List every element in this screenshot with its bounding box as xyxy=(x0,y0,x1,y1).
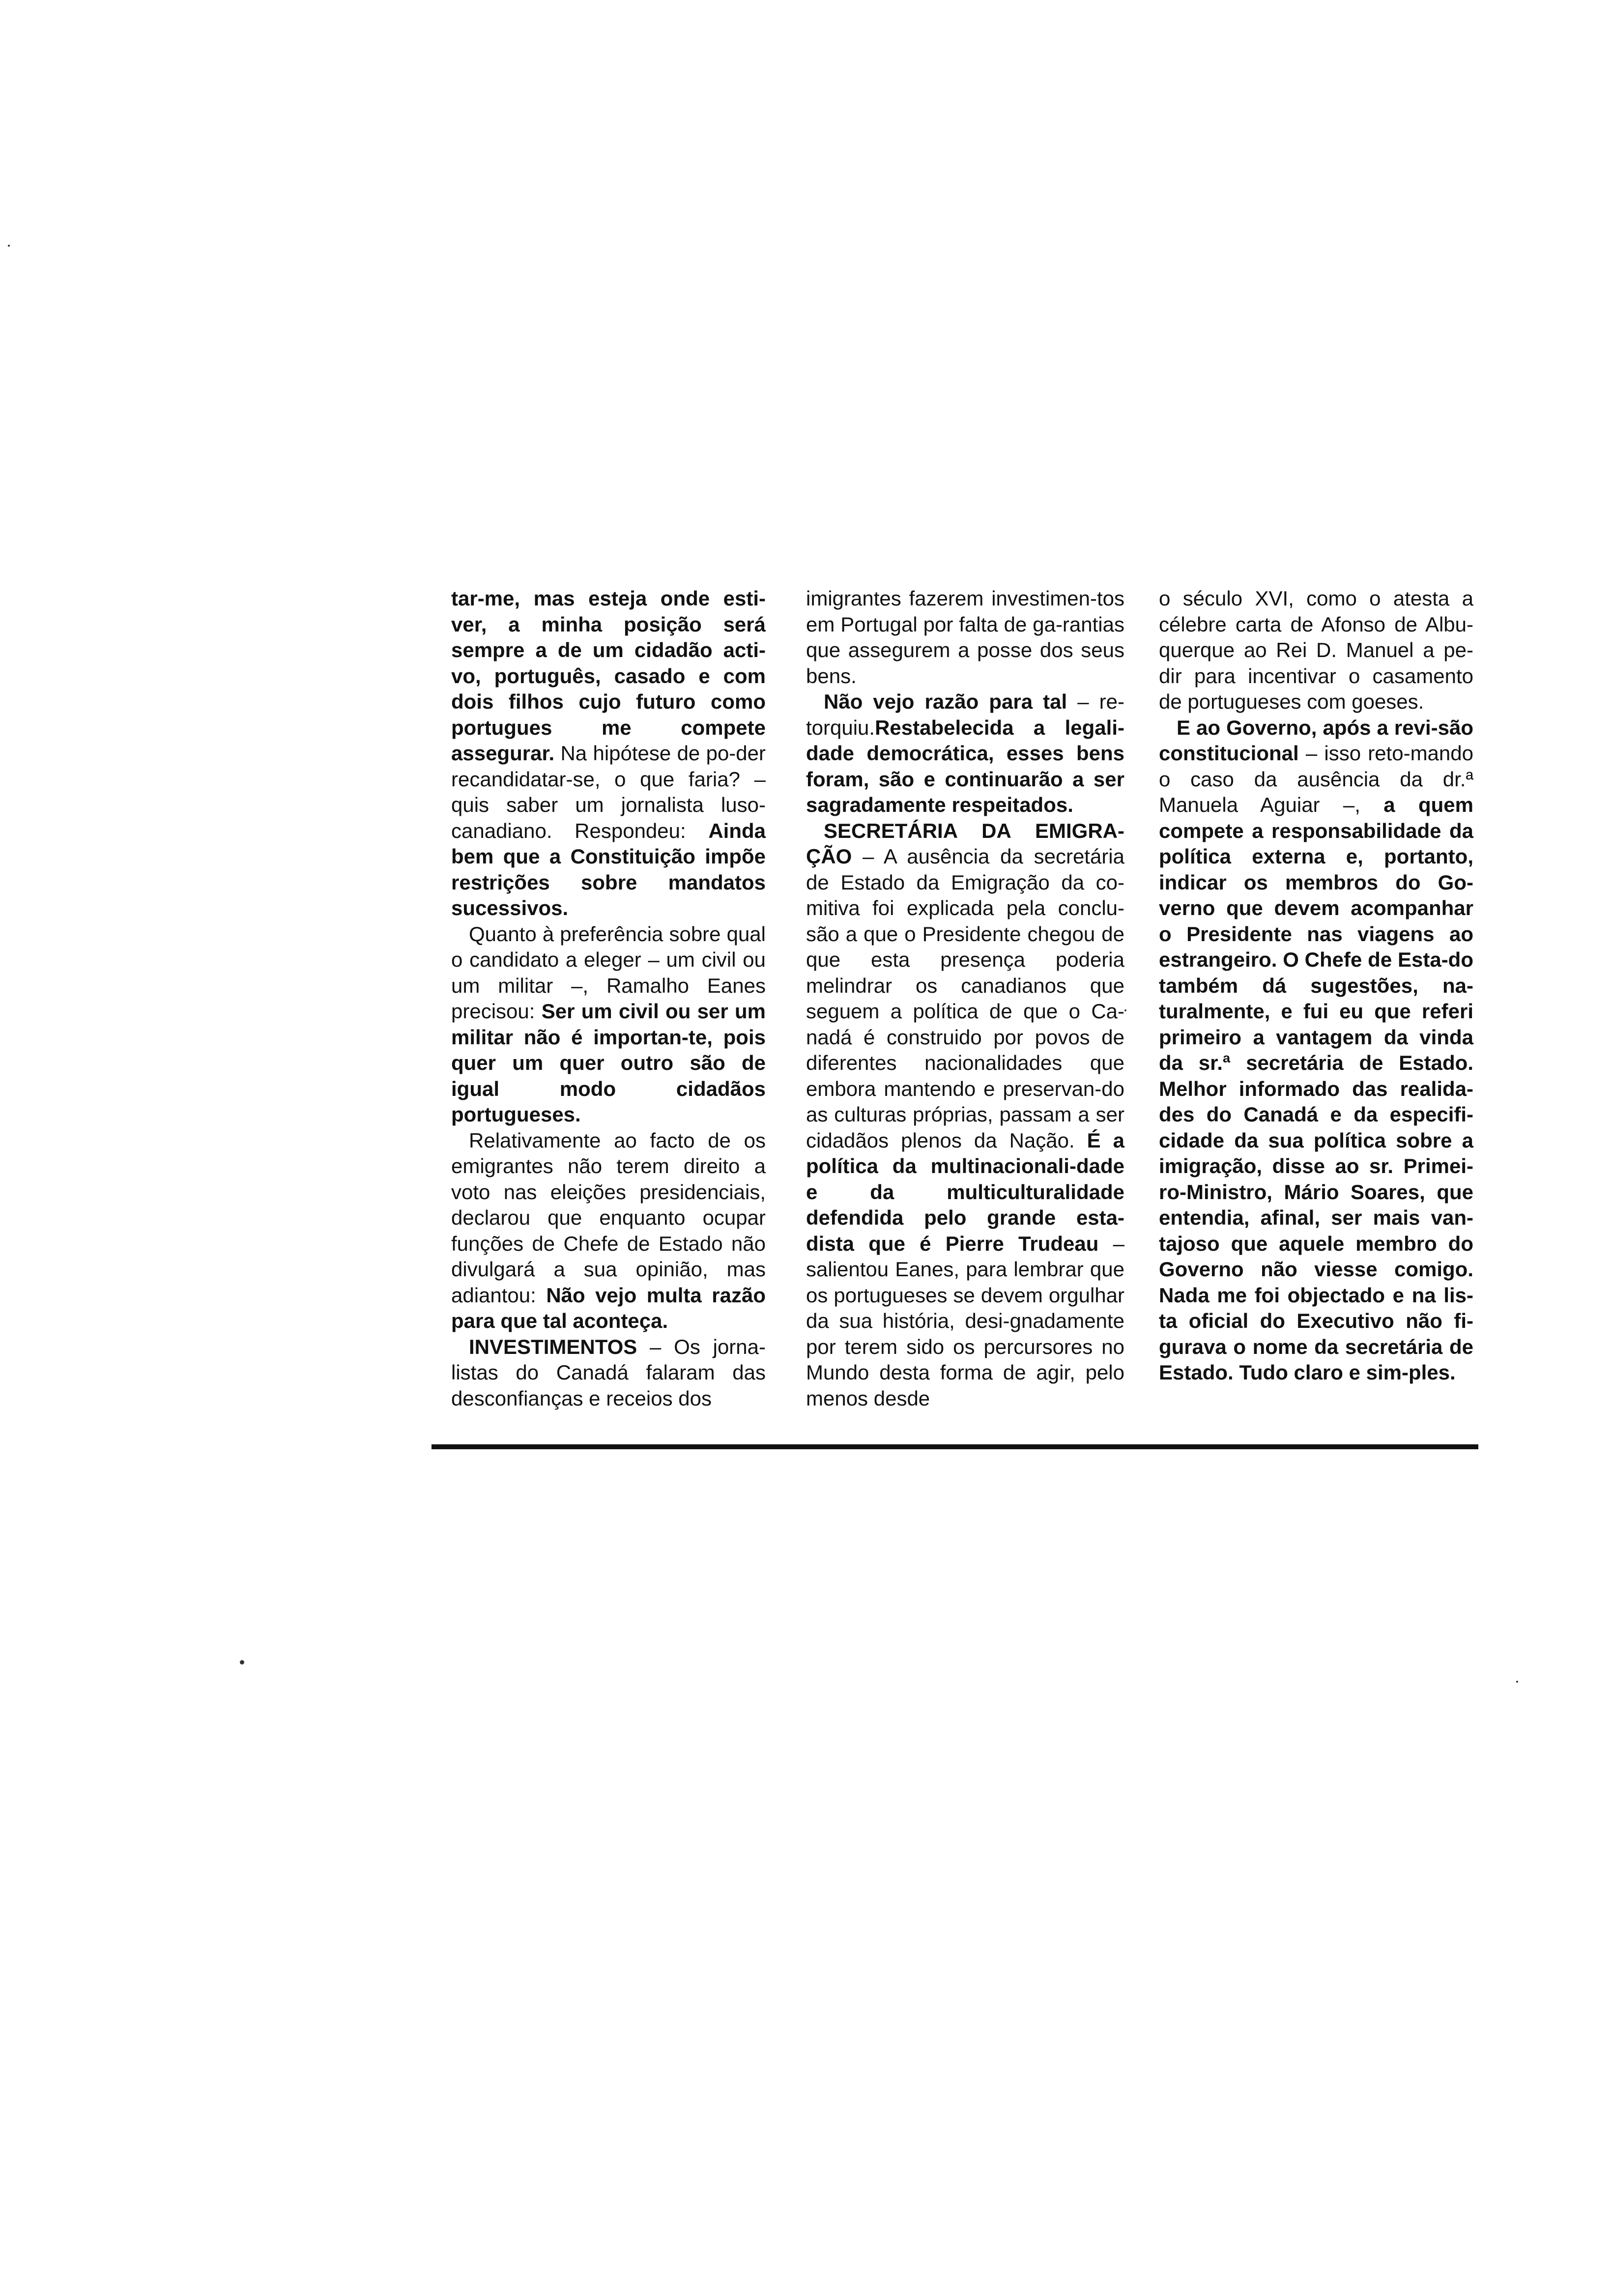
bold-run: a quem compete a responsabilidade da política externa e, portanto, indicar os membros do Go-verno que devem acompanhar o Presidente nas viagens ao estrangeiro. O Chefe de Esta-do também dá sugestões, na-turalmente, e fui eu que referi primeiro a vantagem da vinda da sr.ª secretária de Estado. Melhor informado das realida-des do Canadá e da especifi-cidade da sua política sobre a imigração, disse ao sr. Primei-ro-Ministro, Mário Soares, que entendia, afinal, ser mais van-tajoso que aquele membro do Governo não viesse comigo. Nada me foi objectado e na lis-ta oficial do Executivo não fi-gurava o nome da secretária de Estado. Tudo claro e sim-ples. xyxy=(1159,793,1474,1384)
paragraph xyxy=(806,818,1124,1412)
bold-run: SECRETÁRIA DA EMIGRA-ÇÃO xyxy=(806,819,1124,868)
scan-speck xyxy=(1516,1681,1518,1683)
bold-run: Não vejo razão para tal xyxy=(824,690,1067,713)
bold-run: tar-me, mas esteja onde esti-ver, a minha posição será sempre a de um cidadão acti-vo, português, casado e com dois filhos cujo futuro como portugues me compete assegurar. xyxy=(451,587,766,765)
text-run: Na hipótese de po-der recandidatar-se, o que faria? – quis saber um jornalista luso-canadiano. Respondeu: xyxy=(451,742,766,842)
text-run: – Os jorna-listas do Canadá falaram das desconfianças e receios dos xyxy=(451,1335,766,1410)
paragraph xyxy=(806,689,1124,818)
text-run: – isso reto-mando o caso da ausência da dr.ª Manuela Aguiar –, xyxy=(1159,742,1473,816)
bold-run: Ser um civil ou ser um militar não é importan-te, pois quer um quer outro são de igual modo cidadãos portugueses. xyxy=(451,1000,766,1126)
article-column-2 xyxy=(806,586,1124,1411)
scan-speck xyxy=(1124,1009,1126,1011)
paragraph xyxy=(451,1334,766,1412)
text-run: – re-torquiu. xyxy=(806,690,1125,739)
scan-speck xyxy=(8,245,10,247)
scan-speck xyxy=(240,1660,244,1665)
text-run: – A ausência da secretária de Estado da Emigração da co-mitiva foi explicada pela conclu-são a que o Presidente chegou de que esta presença poderia melindrar os canadianos que seguem a política de que o Ca-nadá é construido por povos de diferentes nacionalidades que embora mantendo e preservan-do as culturas próprias, passam a ser cidadãos plenos da Nação. xyxy=(806,845,1124,1152)
bold-run: Ainda bem que a Constituição impõe restrições sobre mandatos sucessivos. xyxy=(451,819,766,919)
bold-run: Não vejo multa razão para que tal aconteça. xyxy=(451,1283,766,1332)
bottom-rule xyxy=(432,1444,1478,1449)
paragraph xyxy=(451,1128,766,1334)
article-column-3 xyxy=(1159,586,1473,1386)
paragraph xyxy=(806,586,1124,689)
paragraph xyxy=(1159,586,1473,715)
bold-run: E ao Governo, após a revi-são constitucional xyxy=(1159,716,1473,765)
text-run: imigrantes fazerem investimen-tos em Portugal por falta de ga-rantias que assegurem a posse dos seus bens. xyxy=(806,587,1124,688)
bold-run: Restabelecida a legali-dade democrática, esses bens foram, são e continuarão a ser sagradamente respeitados. xyxy=(806,716,1124,816)
text-run: o século XVI, como o atesta a célebre carta de Afonso de Albu-querque ao Rei D. Manuel a pe-dir para incentivar o casamento de portugueses com goeses. xyxy=(1159,587,1473,713)
text-run: – salientou Eanes, para lembrar que os portugueses se devem orgulhar da sua história, desi-gnadamente por terem sido os percursores no Mundo desta forma de agir, pelo menos desde xyxy=(806,1232,1125,1410)
paragraph xyxy=(1159,715,1473,1386)
bold-run: É a política da multinacionali-dade e da multiculturalidade defendida pelo grande esta-dista que é Pierre Trudeau xyxy=(806,1128,1125,1255)
text-run: Quanto à preferência sobre qual o candidato a eleger – um civil ou um militar –, Ramalho Eanes precisou: xyxy=(451,922,766,1023)
text-run: Relativamente ao facto de os emigrantes não terem direito a voto nas eleições presidenciais, declarou que enquanto ocupar funções de Chefe de Estado não divulgará a sua opinião, mas adiantou: xyxy=(451,1128,766,1307)
paragraph xyxy=(451,921,766,1128)
bold-run: INVESTIMENTOS xyxy=(469,1335,637,1358)
paragraph xyxy=(451,586,766,921)
article-column-1 xyxy=(451,586,766,1411)
